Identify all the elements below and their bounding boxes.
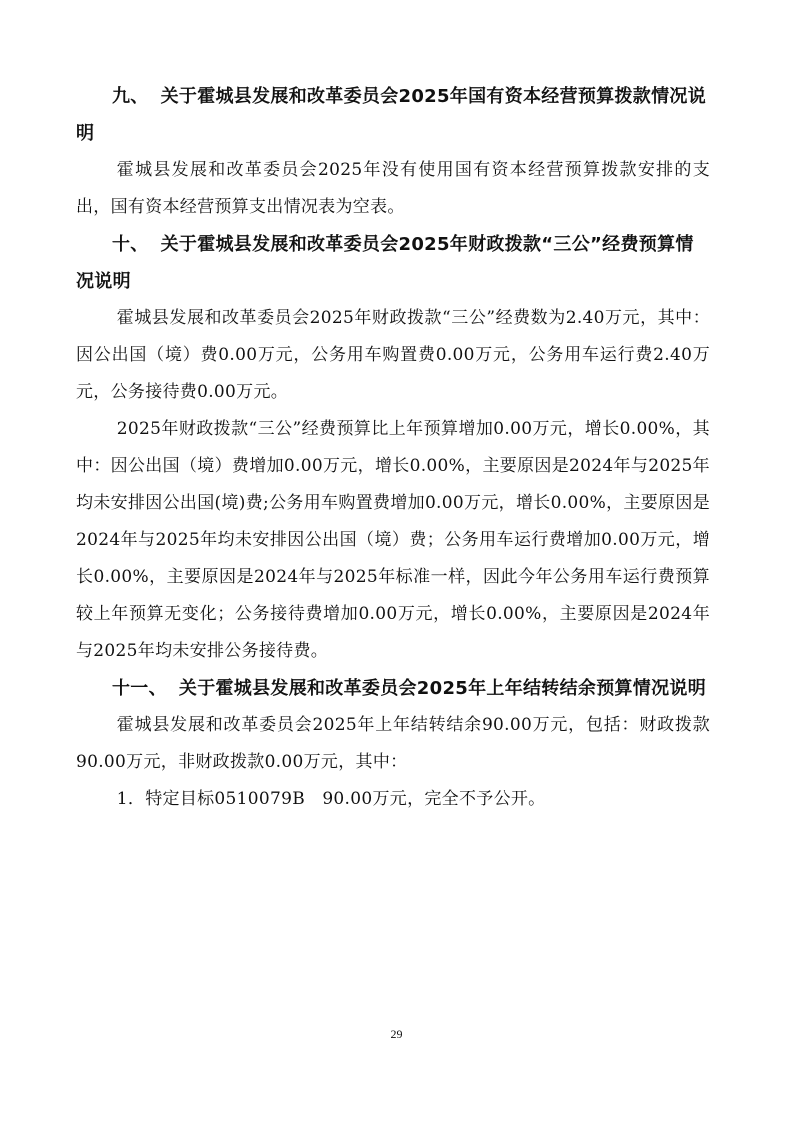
body-paragraph: 霍城县发展和改革委员会2025年没有使用国有资本经营预算拨款安排的支出，国有资本经营预算支出情况表为空表。 <box>76 160 710 217</box>
section-heading <box>76 226 710 300</box>
section-title: 关于霍城县发展和改革委员会2025年国有资本经营预算拨款情况说明 <box>76 86 707 144</box>
section-number: 九、 <box>112 86 149 107</box>
document-page <box>76 78 710 818</box>
body-paragraph: 霍城县发展和改革委员会2025年上年结转结余90.00万元，包括：财政拨款90.00万元，非财政拨款0.00万元，其中： <box>76 715 710 772</box>
section-title: 关于霍城县发展和改革委员会2025年上年结转结余预算情况说明 <box>178 678 707 699</box>
section-heading <box>76 78 710 152</box>
section-ten <box>76 226 710 670</box>
section-number: 十、 <box>112 234 149 255</box>
list-item: 1．特定目标0510079B 90.00万元，完全不予公开。 <box>116 789 546 809</box>
section-eleven <box>76 670 710 818</box>
section-number: 十一、 <box>112 678 167 699</box>
section-title: 关于霍城县发展和改革委员会2025年财政拨款“三公”经费预算情况说明 <box>76 234 694 292</box>
body-paragraph: 2025年财政拨款“三公”经费预算比上年预算增加0.00万元，增长0.00%，其中：因公出国（境）费增加0.00万元，增长0.00%，主要原因是2024年与2025年均未安排因公出国(境)费;公务用车购置费增加0.00万元，增长0.00%，主要原因是2024年与2025年均未安排因公出国（境）费；公务用车运行费增加0.00万元，增长0.00%，主要原因是2024年与2025年标准一样，因此今年公务用车运行费预算较上年预算无变化；公务接待费增加0.00万元，增长0.00%，主要原因是2024年与2025年均未安排公务接待费。 <box>76 419 710 661</box>
section-heading <box>76 670 710 707</box>
section-nine <box>76 78 710 226</box>
body-paragraph: 霍城县发展和改革委员会2025年财政拨款“三公”经费数为2.40万元，其中：因公出国（境）费0.00万元，公务用车购置费0.00万元，公务用车运行费2.40万元，公务接待费0.00万元。 <box>76 308 710 402</box>
page-number: 29 <box>390 1027 403 1041</box>
